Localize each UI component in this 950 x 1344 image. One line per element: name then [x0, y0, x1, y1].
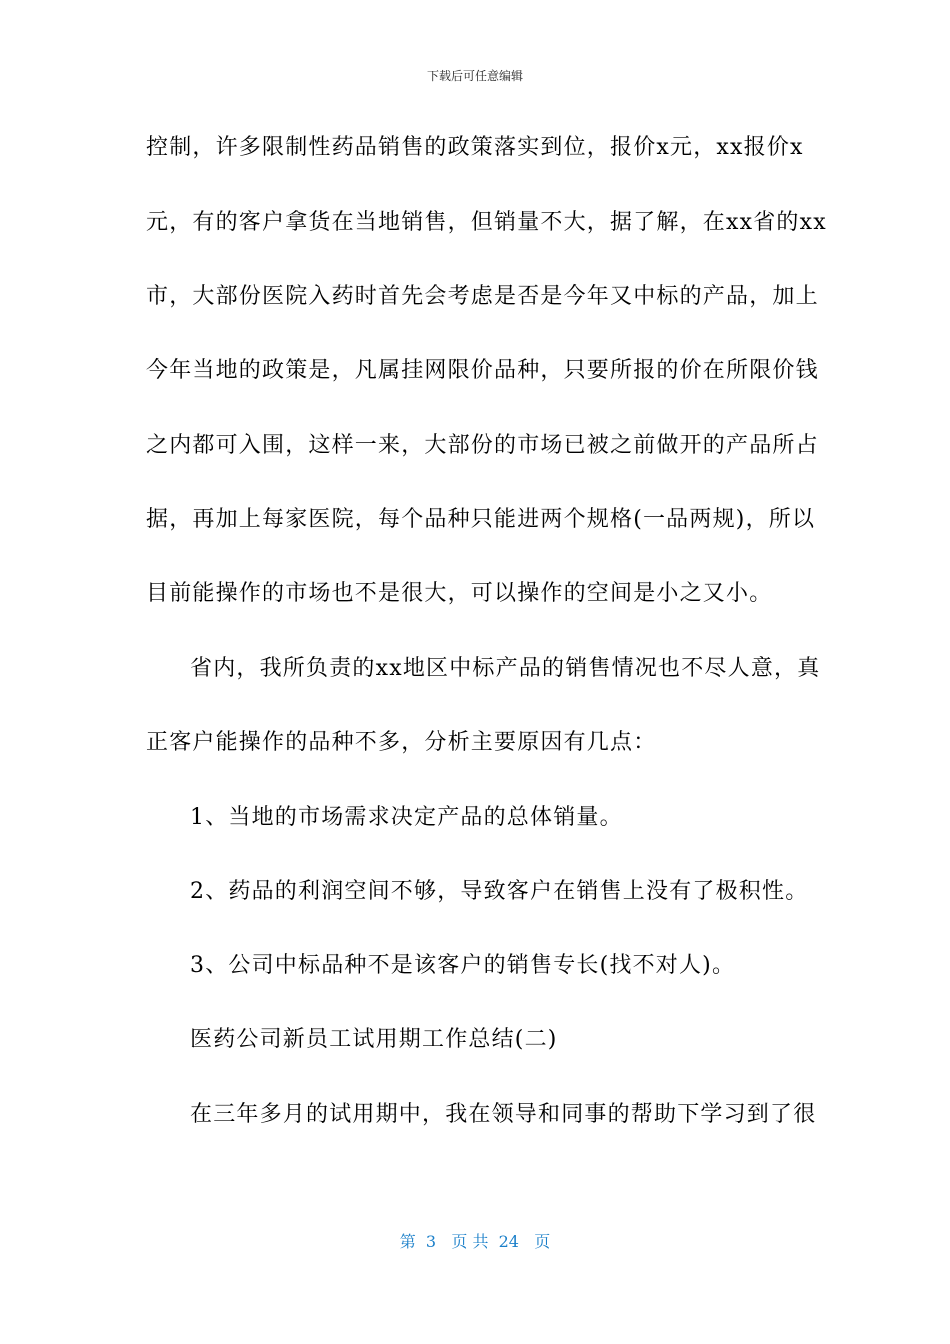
section-heading: 医药公司新员工试用期工作总结(二) — [190, 1027, 558, 1052]
list-item-2: 2、药品的利润空间不够，导致客户在销售上没有了极积性。 — [190, 879, 809, 904]
body-line-9: 正客户能操作的品种不多，分析主要原因有几点： — [146, 730, 657, 755]
page-number: 第 3 页 共 24 页 — [399, 1232, 551, 1251]
body-line-2: 元，有的客户拿货在当地销售，但销量不大，据了解，在xx省的xx — [146, 210, 827, 235]
header-note: 下载后可任意编辑 — [426, 69, 523, 83]
body-line-6: 据，再加上每家医院，每个品种只能进两个规格(一品两规)，所以 — [146, 507, 816, 532]
body-line-14: 在三年多月的试用期中，我在领导和同事的帮助下学习到了很 — [190, 1102, 817, 1127]
list-item-1: 1、当地的市场需求决定产品的总体销量。 — [190, 805, 623, 830]
body-line-7: 目前能操作的市场也不是很大，可以操作的空间是小之又小。 — [146, 581, 773, 606]
body-line-4: 今年当地的政策是，凡属挂网限价品种，只要所报的价在所限价钱 — [146, 358, 819, 383]
list-item-3: 3、公司中标品种不是该客户的销售专长(找不对人)。 — [190, 953, 736, 978]
body-line-3: 市，大部份医院入药时首先会考虑是否是今年又中标的产品，加上 — [146, 284, 819, 309]
body-line-5: 之内都可入围，这样一来，大部份的市场已被之前做开的产品所占 — [146, 433, 819, 458]
body-line-1: 控制，许多限制性药品销售的政策落实到位，报价x元，xx报价x — [146, 135, 804, 160]
body-line-8: 省内，我所负责的xx地区中标产品的销售情况也不尽人意，真 — [190, 656, 821, 681]
